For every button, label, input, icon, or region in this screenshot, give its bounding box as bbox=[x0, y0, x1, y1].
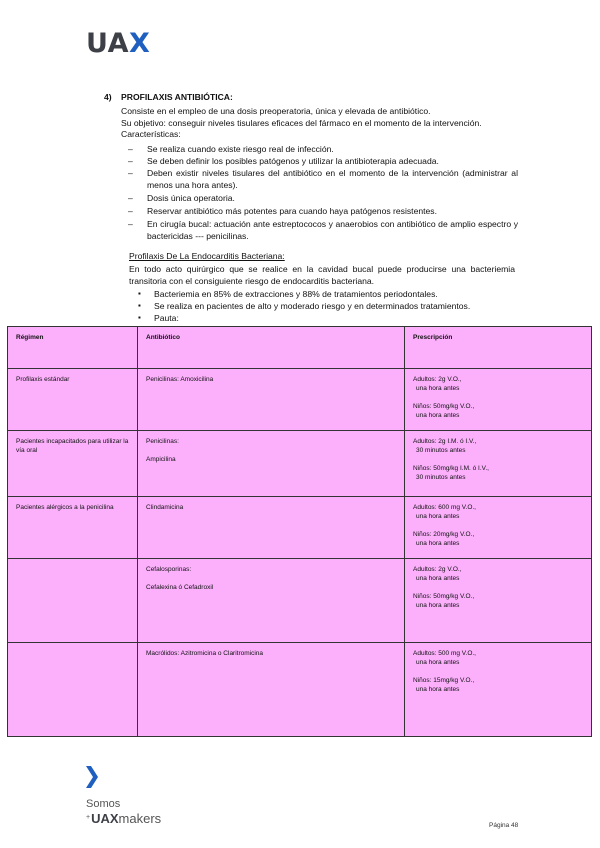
page-number: Página 48 bbox=[489, 822, 519, 829]
characteristic-item: – Deben existir niveles tisulares del antibiótico en el momento de la intervención (administrar al menos una hora antes). bbox=[128, 168, 518, 190]
section-heading bbox=[104, 92, 233, 102]
prescription-cell: Adultos: 2g I.M. ó I.V., 30 minutos antes Niños: 50mg/kg I.M. ó I.V., 30 minutos antes bbox=[405, 431, 592, 497]
chevron-right-icon bbox=[86, 766, 98, 788]
prophylaxis-table bbox=[7, 326, 592, 737]
characteristic-item: – Se deben definir los posibles patógenos y utilizar la antibioterapia adecuada. bbox=[128, 156, 439, 166]
antibiotic-cell: Cefalosporinas: Cefalexina ó Cefadroxil bbox=[138, 559, 405, 643]
table-row bbox=[8, 643, 592, 737]
regimen-cell: Profilaxis estándar bbox=[8, 369, 138, 431]
subsection-text: En todo acto quirúrgico que se realice en la cavidad bucal puede producirse una bacteriemia transitoria con el consiguiente riesgo de endocarditis bacteriana. bbox=[129, 264, 515, 286]
prescription-cell: Adultos: 600 mg V.O., una hora antes Niños: 20mg/kg V.O., una hora antes bbox=[405, 497, 592, 559]
table-row bbox=[8, 369, 592, 431]
table-row bbox=[8, 559, 592, 643]
prescription-cell: Adultos: 2g V.O., una hora antes Niños: 50mg/kg V.O., una hora antes bbox=[405, 559, 592, 643]
characteristic-item: – Reservar antibiótico más potentes para cuando haya patógenos resistentes. bbox=[128, 206, 437, 216]
bullet-item: ▪ Se realiza en pacientes de alto y moderado riesgo y en determinados tratamientos. bbox=[138, 301, 471, 311]
antibiotic-cell: Penicilinas: Ampicilina bbox=[138, 431, 405, 497]
bullet-item: ▪ Bacteriemia en 85% de extracciones y 88% de tratamientos periodontales. bbox=[138, 289, 438, 299]
intro-line: Su objetivo: conseguir niveles tisulares eficaces del fármaco en el momento de la intervención. bbox=[121, 118, 482, 128]
uax-logo: UAX bbox=[86, 28, 151, 59]
antibiotic-cell: Macrólidos: Azitromicina o Claritromicina bbox=[138, 643, 405, 737]
characteristic-item: – En cirugía bucal: actuación ante estreptococos y anaerobios con antibiótico de amplio espectro y bactericidas --- penicilinas. bbox=[128, 219, 518, 241]
table-row bbox=[8, 431, 592, 497]
prescription-cell: Adultos: 2g V.O., una hora antes Niños: 50mg/kg V.O., una hora antes bbox=[405, 369, 592, 431]
intro-line: Consiste en el empleo de una dosis preoperatoria, única y elevada de antibiótico. bbox=[121, 106, 431, 116]
antibiotic-cell: Clindamicina bbox=[138, 497, 405, 559]
subsection-title: Profilaxis De La Endocarditis Bacteriana: bbox=[129, 251, 285, 261]
header-antibiotic: Antibiótico bbox=[138, 327, 405, 369]
table-row bbox=[8, 497, 592, 559]
intro-line: Características: bbox=[121, 129, 181, 139]
header-regimen: Régimen bbox=[8, 327, 138, 369]
characteristic-item: – Se realiza cuando existe riesgo real de infección. bbox=[128, 144, 334, 154]
regimen-cell bbox=[8, 643, 138, 737]
section-number: 4) bbox=[104, 92, 112, 102]
table-header-row bbox=[8, 327, 592, 369]
characteristic-item: – Dosis única operatoria. bbox=[128, 193, 235, 203]
regimen-cell: Pacientes alérgicos a la penicilina bbox=[8, 497, 138, 559]
section-title: PROFILAXIS ANTIBIÓTICA: bbox=[121, 92, 233, 102]
regimen-cell: Pacientes incapacitados para utilizar la vía oral bbox=[8, 431, 138, 497]
prescription-cell: Adultos: 500 mg V.O., una hora antes Niños: 15mg/kg V.O., una hora antes bbox=[405, 643, 592, 737]
footer-somos: Somos bbox=[86, 798, 121, 810]
regimen-cell bbox=[8, 559, 138, 643]
antibiotic-cell: Penicilinas: Amoxicilina bbox=[138, 369, 405, 431]
bullet-item: ▪ Pauta: bbox=[138, 313, 179, 323]
footer-uaxmakers: +UAXmakers bbox=[86, 811, 162, 826]
header-prescription: Prescripción bbox=[405, 327, 592, 369]
